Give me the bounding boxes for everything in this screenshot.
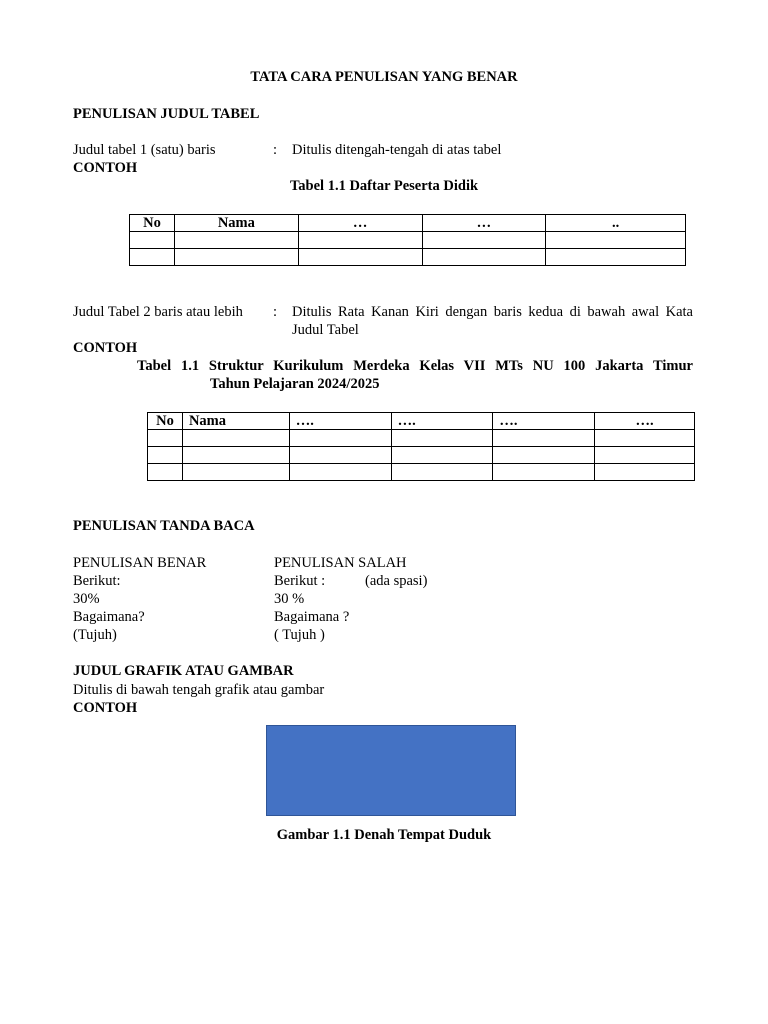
figure-rule-text: Ditulis di bawah tengah grafik atau gambar (73, 682, 325, 698)
rule1-text: Ditulis ditengah-tengah di atas tabel (292, 142, 502, 158)
correct-item: Berikut: (73, 573, 121, 589)
correct-item: Bagaimana? (73, 609, 145, 625)
table-row (130, 249, 686, 266)
table1 (129, 214, 686, 266)
heading-punctuation: PENULISAN TANDA BACA (73, 518, 255, 534)
table1-header-cell: .. (546, 215, 686, 232)
table-row (148, 430, 695, 447)
figure-caption: Gambar 1.1 Denah Tempat Duduk (276, 827, 492, 843)
rule2-colon: : (273, 304, 278, 320)
example-label-2: CONTOH (73, 340, 138, 356)
table1-caption: Tabel 1.1 Daftar Peserta Didik (289, 178, 479, 194)
table1-header-row (130, 215, 686, 232)
table2-header-cell: …. (493, 413, 595, 430)
rule2-text-line2: Judul Tabel (292, 322, 359, 338)
table2-header-cell: Nama (182, 413, 289, 430)
table1-header-cell: No (130, 215, 175, 232)
spacing-note: (ada spasi) (365, 573, 428, 589)
table2-header-cell: No (148, 413, 183, 430)
example-label-3: CONTOH (73, 700, 138, 716)
figure-placeholder (266, 725, 516, 816)
table2-caption-line1: Tabel 1.1 Struktur Kurikulum Merdeka Kelas VII MTs NU 100 Jakarta Timur (137, 358, 693, 374)
rule1-colon: : (273, 142, 278, 158)
table1-header-cell: … (298, 215, 422, 232)
document-title: TATA CARA PENULISAN YANG BENAR (250, 69, 518, 85)
table2-header-cell: …. (289, 413, 391, 430)
correct-item: 30% (73, 591, 100, 607)
table-row (148, 447, 695, 464)
rule2-text-line1: Ditulis Rata Kanan Kiri dengan baris kedua di bawah awal Kata (292, 304, 693, 320)
rule1-label: Judul tabel 1 (satu) baris (73, 142, 216, 158)
correct-column-title: PENULISAN BENAR (73, 555, 207, 571)
heading-table-title: PENULISAN JUDUL TABEL (73, 106, 260, 122)
rule2-label: Judul Tabel 2 baris atau lebih (73, 304, 243, 320)
table-row (130, 232, 686, 249)
wrong-item: Berikut : (274, 573, 326, 589)
correct-item: (Tujuh) (73, 627, 117, 643)
table2-header-row (148, 413, 695, 430)
example-label-1: CONTOH (73, 160, 138, 176)
table2-caption-line2: Tahun Pelajaran 2024/2025 (210, 376, 380, 392)
heading-figure-title: JUDUL GRAFIK ATAU GAMBAR (73, 663, 294, 679)
table2-header-cell: …. (391, 413, 493, 430)
wrong-item: Bagaimana ? (274, 609, 350, 625)
wrong-column-title: PENULISAN SALAH (274, 555, 407, 571)
table-row (148, 464, 695, 481)
table2-header-cell: …. (595, 413, 695, 430)
table1-header-cell: … (422, 215, 546, 232)
wrong-item: ( Tujuh ) (274, 627, 325, 643)
table2 (147, 412, 695, 481)
table1-header-cell: Nama (174, 215, 298, 232)
wrong-item: 30 % (274, 591, 305, 607)
